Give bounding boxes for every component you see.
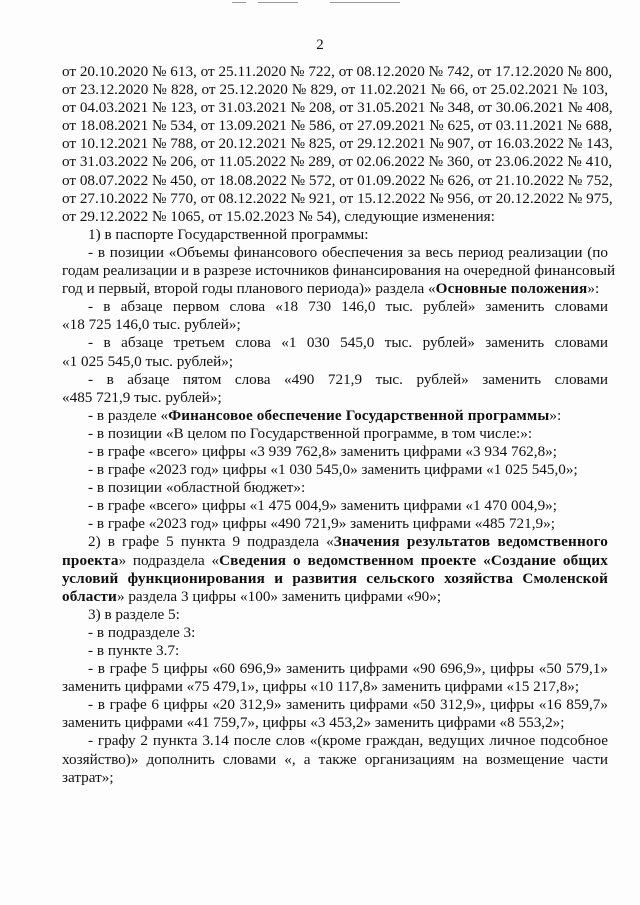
text-line: «485 721,9 тыс. рублей»; [62,388,222,406]
scan-mark [232,2,246,3]
text-line: от 10.12.2021 № 788, от 20.12.2021 № 825, от 29.12.2021 № 907, от 16.03.2022 № 143, [62,135,613,153]
text-line: заменить цифрами «75 479,1», цифры «10 117,8» заменить цифрами «15 217,8»; [62,678,580,696]
text-line: - в абзаце третьем слова «1 030 545,0 тыс. рублей» заменить словами [88,334,608,352]
text-line: от 29.12.2022 № 1065, от 15.02.2023 № 54), следующие изменения: [62,207,495,225]
text-run: » подраздела « [118,551,220,569]
text-line: от 18.08.2021 № 534, от 13.09.2021 № 586, от 27.09.2021 № 625, от 03.11.2021 № 688, [62,117,613,135]
scan-mark [258,2,298,3]
text-run: »: [549,406,562,424]
text-line: - в графе «2023 год» цифры «490 721,9» заменить цифрами «485 721,9»; [88,515,555,533]
text-line: от 31.03.2022 № 206, от 11.05.2022 № 289, от 02.06.2022 № 360, от 23.06.2022 № 410, [62,153,613,171]
text-line: годам реализации и в разрезе источников финансирования на очередной финансовый [62,262,616,280]
scan-mark [330,2,400,3]
text-line: от 20.10.2020 № 613, от 25.11.2020 № 722, от 08.12.2020 № 742, от 17.12.2020 № 800, [62,63,613,80]
text-line: - в позиции «В целом по Государственной программе, в том числе:»: [88,424,533,442]
text-line: «18 725 146,0 тыс. рублей»; [62,316,241,334]
text-line: - в подразделе 3: [88,623,196,641]
text-run: »: [587,280,600,298]
text-line: - в графе 5 цифры «60 696,9» заменить цифрами «90 696,9», цифры «50 579,1» [88,660,608,678]
page-number: 2 [316,37,324,53]
text-line [62,407,608,425]
text-line: - в графе 6 цифры «20 312,9» заменить цифрами «50 312,9», цифры «16 859,7» [88,696,608,714]
text-run: год и первый, второй годы планового периода)» раздела « [62,280,436,298]
text-line [62,570,608,588]
text-line: от 23.12.2020 № 828, от 25.12.2020 № 829, от 11.02.2021 № 66, от 25.02.2021 № 103, [62,81,608,99]
text-line: - в графе «всего» цифры «3 939 762,8» заменить цифрами «3 934 762,8»; [88,442,557,460]
section-title-project-info: области [62,587,117,605]
text-line: - в позиции «Объемы финансового обеспечения за весь период реализации (по [88,243,608,261]
text-line: от 27.10.2022 № 770, от 08.12.2022 № 921, от 15.12.2022 № 956, от 20.12.2022 № 975, [62,189,613,207]
text-line: - в пункте 3.7: [88,642,180,659]
text-line [62,552,608,570]
text-run: 2) в графе 5 пункта 9 подраздела « [88,533,334,551]
text-line: «1 025 545,0 тыс. рублей»; [62,352,234,370]
text-line: - в графе «2023 год» цифры «1 030 545,0» заменить цифрами «1 025 545,0»; [88,461,578,479]
section-title-results: Значения результатов ведомственного [333,533,608,551]
text-line [62,533,608,551]
text-line: от 08.07.2022 № 450, от 18.08.2022 № 572, от 01.09.2022 № 626, от 21.10.2022 № 752, [62,171,613,189]
section-title-financing: Финансовое обеспечение Государственной программы [168,406,550,424]
text-line: заменить цифрами «41 759,7», цифры «3 453,2» заменить цифрами «8 553,2»; [62,714,565,732]
text-line: 1) в паспорте Государственной программы: [88,225,369,243]
document-body [62,63,616,787]
text-line: от 04.03.2021 № 123, от 31.03.2021 № 208, от 31.05.2021 № 348, от 30.06.2021 № 408, [62,99,613,117]
text-line: - в графе «всего» цифры «1 475 004,9» заменить цифрами «1 470 004,9»; [88,497,557,515]
text-line: затрат»; [62,768,114,786]
section-title-project-info: условий функционирования и развития сельского хозяйства Смоленской [62,569,608,587]
section-title-project-info: Сведения о ведомственном проекте «Создание общих [219,551,608,569]
text-line: - в абзаце первом слова «18 730 146,0 тыс. рублей» заменить словами [88,298,608,316]
text-line [62,280,608,298]
text-run: » раздела 3 цифры «100» заменить цифрами «90»; [116,587,442,605]
text-line [62,588,608,606]
section-title-basic-provisions: Основные положения [435,280,588,298]
text-run: - в разделе « [88,406,169,424]
section-title-results: проекта [62,551,119,569]
text-line: - графу 2 пункта 3.14 после слов «(кроме граждан, ведущих личное подсобное [88,732,608,750]
text-line: - в позиции «областной бюджет»: [88,479,306,497]
text-line: хозяйство)» дополнить словами «, а также организациям на возмещение части [62,750,608,768]
text-line: 3) в разделе 5: [88,605,180,623]
text-line: - в абзаце пятом слова «490 721,9 тыс. рублей» заменить словами [88,370,608,388]
